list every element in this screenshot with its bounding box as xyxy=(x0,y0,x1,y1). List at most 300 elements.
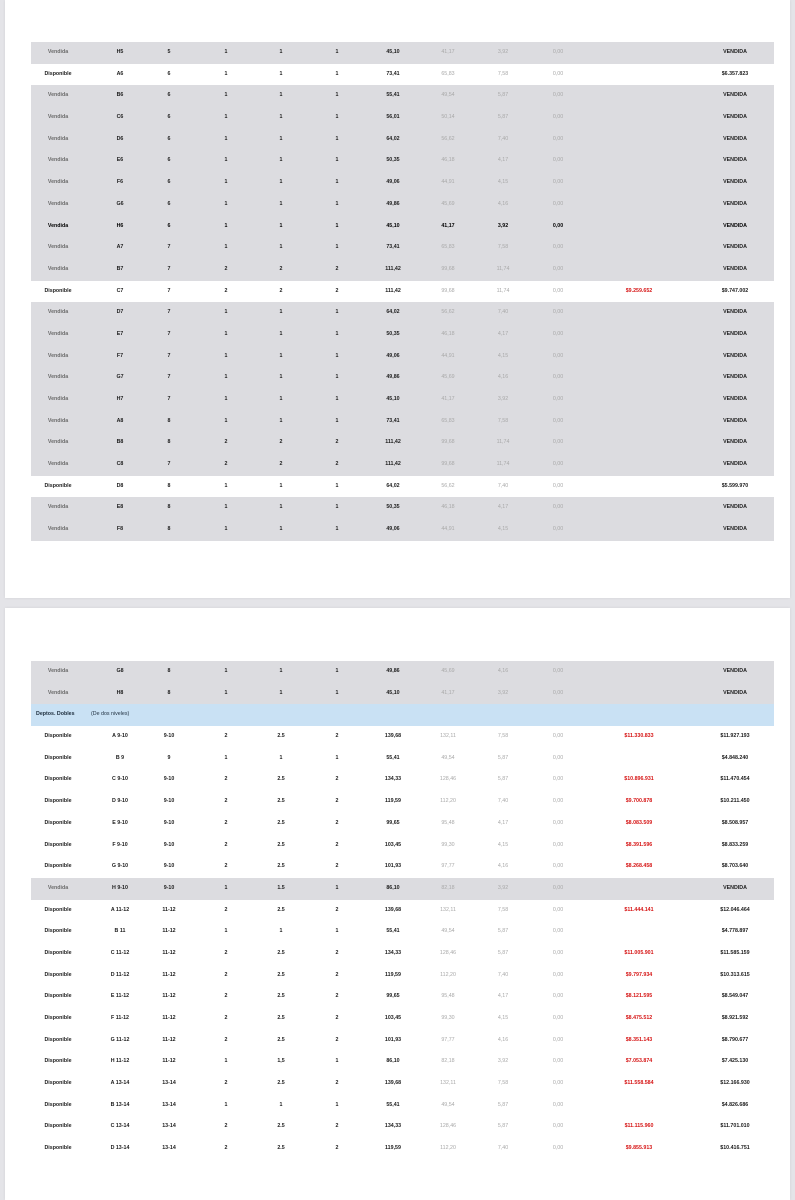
cell-unit: G8 xyxy=(116,668,124,674)
cell-parking: 1 xyxy=(335,754,339,761)
cell-bedrooms: 1 xyxy=(224,754,228,761)
cell-bedrooms: 2 xyxy=(224,971,228,978)
cell-parking: 2 xyxy=(335,776,339,783)
cell-parking: 1 xyxy=(335,417,339,424)
cell-unit: F6 xyxy=(116,179,124,186)
cell-floor: 11-12 xyxy=(162,949,176,956)
cell-interior-area: 132,11 xyxy=(440,1080,456,1087)
cell-bedrooms: 1 xyxy=(224,222,228,229)
cell-floor: 6 xyxy=(167,135,171,142)
cell-other-area: 0,00 xyxy=(552,439,564,446)
cell-total-area: 73,41 xyxy=(386,70,400,77)
section-title: Deptos. Dobles xyxy=(36,711,75,718)
cell-terrace-area: 5,87 xyxy=(497,114,509,121)
cell-unit: H7 xyxy=(116,396,124,402)
cell-promo-price: $8.121.595 xyxy=(625,993,653,1000)
cell-bathrooms: 1 xyxy=(279,1101,283,1108)
cell-unit: C 13-14 xyxy=(110,1123,130,1130)
cell-status: Disponible xyxy=(44,482,72,489)
cell-bathrooms: 1 xyxy=(279,526,283,533)
cell-unit: E 11-12 xyxy=(110,993,130,1000)
table-row xyxy=(31,519,774,541)
cell-list-price: $6.357.823 xyxy=(721,70,749,77)
cell-list-price: $11.470.454 xyxy=(720,776,750,783)
cell-terrace-area: 5,87 xyxy=(497,776,509,783)
cell-other-area: 0,00 xyxy=(552,1036,564,1043)
cell-parking: 1 xyxy=(335,92,339,99)
cell-bedrooms: 1 xyxy=(224,374,228,381)
cell-total-area: 45,10 xyxy=(386,49,400,55)
cell-bedrooms: 1 xyxy=(224,1101,228,1108)
cell-terrace-area: 5,87 xyxy=(497,1101,509,1108)
cell-list-price: $7.425.130 xyxy=(721,1058,749,1065)
cell-status: Disponible xyxy=(44,754,72,761)
cell-total-area: 49,06 xyxy=(386,526,400,533)
cell-interior-area: 45,69 xyxy=(441,668,455,674)
cell-other-area: 0,00 xyxy=(552,971,564,978)
cell-interior-area: 82,18 xyxy=(441,884,455,891)
units-table-top xyxy=(31,661,774,704)
cell-floor: 5 xyxy=(167,49,171,55)
cell-parking: 1 xyxy=(335,526,339,533)
cell-terrace-area: 4,16 xyxy=(497,668,509,674)
cell-interior-area: 99,68 xyxy=(441,461,455,468)
cell-terrace-area: 4,17 xyxy=(497,819,509,826)
cell-promo-price: $7.053.874 xyxy=(625,1058,653,1065)
cell-parking: 2 xyxy=(335,841,339,848)
cell-other-area: 0,00 xyxy=(552,222,564,229)
cell-interior-area: 41,17 xyxy=(441,49,455,55)
table-row xyxy=(31,683,774,705)
cell-parking: 1 xyxy=(335,200,339,207)
cell-parking: 2 xyxy=(335,733,339,740)
cell-bathrooms: 1 xyxy=(279,49,283,55)
cell-bedrooms: 1 xyxy=(224,504,228,511)
table-row xyxy=(31,346,774,368)
cell-other-area: 0,00 xyxy=(552,70,564,77)
cell-other-area: 0,00 xyxy=(552,157,564,164)
cell-total-area: 101,93 xyxy=(384,863,402,870)
cell-parking: 1 xyxy=(335,482,339,489)
cell-parking: 1 xyxy=(335,157,339,164)
cell-other-area: 0,00 xyxy=(552,49,564,55)
table-row xyxy=(31,1008,774,1030)
cell-bedrooms: 1 xyxy=(224,200,228,207)
cell-unit: H6 xyxy=(116,222,124,229)
cell-terrace-area: 11,74 xyxy=(496,439,510,446)
cell-total-area: 64,02 xyxy=(386,309,400,316)
cell-status: Disponible xyxy=(44,70,72,77)
cell-status: Disponible xyxy=(44,798,72,805)
cell-bathrooms: 2.5 xyxy=(277,949,285,956)
cell-bedrooms: 1 xyxy=(224,49,228,55)
cell-list-price: VENDIDA xyxy=(723,265,747,272)
cell-parking: 1 xyxy=(335,49,339,55)
cell-interior-area: 97,77 xyxy=(441,863,455,870)
cell-list-price: VENDIDA xyxy=(723,179,747,186)
cell-parking: 1 xyxy=(335,330,339,337)
cell-parking: 1 xyxy=(335,928,339,935)
cell-unit: H 11-12 xyxy=(110,1058,130,1065)
cell-parking: 2 xyxy=(335,993,339,1000)
cell-interior-area: 45,69 xyxy=(441,200,455,207)
cell-bathrooms: 2.5 xyxy=(277,993,285,1000)
cell-parking: 1 xyxy=(335,244,339,251)
cell-list-price: VENDIDA xyxy=(723,135,747,142)
cell-total-area: 139,68 xyxy=(384,733,402,740)
cell-total-area: 139,68 xyxy=(384,1080,402,1087)
cell-bathrooms: 1 xyxy=(279,309,283,316)
cell-other-area: 0,00 xyxy=(552,374,564,381)
cell-total-area: 111,42 xyxy=(385,439,401,446)
cell-bedrooms: 1 xyxy=(224,689,228,696)
cell-terrace-area: 5,87 xyxy=(497,949,509,956)
cell-terrace-area: 4,17 xyxy=(497,157,509,164)
cell-bathrooms: 1 xyxy=(279,330,283,337)
units-table-duplex xyxy=(31,726,774,1160)
cell-total-area: 101,93 xyxy=(384,1036,402,1043)
cell-bathrooms: 1 xyxy=(279,114,283,121)
cell-unit: H5 xyxy=(116,49,124,55)
cell-terrace-area: 7,58 xyxy=(497,417,509,424)
cell-status: Vendida xyxy=(47,439,69,446)
cell-terrace-area: 7,40 xyxy=(497,971,509,978)
cell-list-price: VENDIDA xyxy=(723,49,747,55)
cell-other-area: 0,00 xyxy=(552,482,564,489)
cell-unit: B7 xyxy=(116,265,124,272)
cell-status: Vendida xyxy=(47,244,69,251)
cell-status: Disponible xyxy=(44,993,72,1000)
cell-terrace-area: 3,92 xyxy=(497,222,509,229)
cell-terrace-area: 4,16 xyxy=(497,863,509,870)
cell-terrace-area: 4,17 xyxy=(497,504,509,511)
cell-status: Disponible xyxy=(44,776,72,783)
table-row xyxy=(31,42,774,64)
cell-interior-area: 46,18 xyxy=(441,504,455,511)
cell-bedrooms: 1 xyxy=(224,114,228,121)
cell-status: Disponible xyxy=(44,928,72,935)
cell-floor: 8 xyxy=(167,668,171,674)
cell-bedrooms: 2 xyxy=(224,798,228,805)
table-row xyxy=(31,194,774,216)
cell-other-area: 0,00 xyxy=(552,776,564,783)
cell-bedrooms: 2 xyxy=(224,265,228,272)
cell-bathrooms: 2.5 xyxy=(277,1123,285,1130)
cell-unit: D7 xyxy=(116,309,124,316)
cell-parking: 1 xyxy=(335,504,339,511)
cell-status: Vendida xyxy=(47,265,69,272)
table-row xyxy=(31,302,774,324)
cell-status: Vendida xyxy=(47,135,69,142)
cell-parking: 1 xyxy=(335,70,339,77)
table-row xyxy=(31,813,774,835)
cell-unit: B 13-14 xyxy=(110,1101,130,1108)
cell-parking: 2 xyxy=(335,1145,339,1152)
cell-floor: 8 xyxy=(167,482,171,489)
cell-list-price: VENDIDA xyxy=(723,330,747,337)
cell-parking: 2 xyxy=(335,819,339,826)
cell-floor: 13-14 xyxy=(162,1101,176,1108)
cell-total-area: 50,35 xyxy=(386,157,400,164)
cell-bedrooms: 1 xyxy=(224,1058,228,1065)
cell-terrace-area: 7,58 xyxy=(497,906,509,913)
cell-terrace-area: 7,58 xyxy=(497,244,509,251)
cell-total-area: 45,10 xyxy=(386,396,400,402)
cell-interior-area: 95,48 xyxy=(441,819,455,826)
cell-floor: 11-12 xyxy=(162,1015,176,1021)
cell-list-price: VENDIDA xyxy=(723,309,747,316)
cell-bathrooms: 2.5 xyxy=(277,819,285,826)
cell-bedrooms: 1 xyxy=(224,526,228,533)
table-row xyxy=(31,1051,774,1073)
table-row xyxy=(31,900,774,922)
cell-list-price: $8.549.047 xyxy=(721,993,749,1000)
cell-parking: 2 xyxy=(335,971,339,978)
cell-promo-price: $8.475.512 xyxy=(625,1015,653,1021)
cell-parking: 2 xyxy=(335,906,339,913)
cell-status: Disponible xyxy=(44,733,72,740)
cell-floor: 6 xyxy=(167,200,171,207)
cell-parking: 1 xyxy=(335,668,339,674)
cell-promo-price: $8.083.509 xyxy=(625,819,653,826)
cell-other-area: 0,00 xyxy=(552,330,564,337)
table-row xyxy=(31,129,774,151)
cell-total-area: 49,86 xyxy=(386,668,400,674)
cell-parking: 1 xyxy=(335,1101,339,1108)
cell-unit: D 11-12 xyxy=(110,971,130,978)
table-row xyxy=(31,497,774,519)
cell-other-area: 0,00 xyxy=(552,1058,564,1065)
cell-other-area: 0,00 xyxy=(552,819,564,826)
cell-total-area: 49,86 xyxy=(386,200,400,207)
cell-list-price: VENDIDA xyxy=(723,92,747,99)
cell-interior-area: 49,54 xyxy=(441,928,455,935)
cell-floor: 7 xyxy=(167,309,171,316)
cell-status: Disponible xyxy=(44,906,72,913)
section-header-duplex xyxy=(31,704,774,726)
cell-interior-area: 41,17 xyxy=(441,396,455,402)
cell-list-price: VENDIDA xyxy=(723,417,747,424)
cell-interior-area: 56,62 xyxy=(441,135,455,142)
cell-interior-area: 44,91 xyxy=(441,179,455,186)
cell-status: Disponible xyxy=(44,1015,72,1021)
cell-total-area: 103,45 xyxy=(384,841,402,848)
cell-bedrooms: 1 xyxy=(224,70,228,77)
cell-status: Disponible xyxy=(44,949,72,956)
cell-parking: 2 xyxy=(335,1015,339,1021)
cell-bedrooms: 2 xyxy=(224,841,228,848)
cell-terrace-area: 5,87 xyxy=(497,754,509,761)
cell-other-area: 0,00 xyxy=(552,1015,564,1021)
cell-bathrooms: 1,5 xyxy=(277,1058,285,1065)
table-row xyxy=(31,259,774,281)
cell-total-area: 99,65 xyxy=(386,819,400,826)
cell-interior-area: 99,68 xyxy=(441,265,455,272)
cell-terrace-area: 7,58 xyxy=(497,1080,509,1087)
cell-total-area: 73,41 xyxy=(386,417,400,424)
cell-bathrooms: 2 xyxy=(279,265,283,272)
cell-bathrooms: 1 xyxy=(279,200,283,207)
cell-list-price: $12.046.464 xyxy=(720,906,750,913)
cell-parking: 2 xyxy=(335,461,339,468)
cell-unit: E6 xyxy=(116,157,124,164)
cell-bedrooms: 2 xyxy=(224,1145,228,1152)
cell-total-area: 64,02 xyxy=(386,482,400,489)
cell-unit: D6 xyxy=(116,135,124,142)
table-row xyxy=(31,432,774,454)
cell-floor: 11-12 xyxy=(162,993,176,1000)
cell-total-area: 56,01 xyxy=(386,114,400,121)
cell-parking: 2 xyxy=(335,439,339,446)
cell-list-price: $8.508.957 xyxy=(721,819,749,826)
cell-unit: G 9-10 xyxy=(111,863,129,870)
cell-unit: A 11-12 xyxy=(110,906,130,913)
cell-floor: 7 xyxy=(167,374,171,381)
cell-interior-area: 44,91 xyxy=(441,352,455,359)
cell-unit: B6 xyxy=(116,92,124,99)
cell-total-area: 55,41 xyxy=(386,754,400,761)
cell-unit: D 9-10 xyxy=(112,798,128,805)
cell-status: Vendida xyxy=(47,504,69,511)
cell-terrace-area: 3,92 xyxy=(497,689,509,696)
cell-bathrooms: 1 xyxy=(279,374,283,381)
cell-unit: C6 xyxy=(116,114,124,121)
cell-other-area: 0,00 xyxy=(552,504,564,511)
cell-total-area: 134,33 xyxy=(384,949,402,956)
cell-total-area: 119,59 xyxy=(385,798,401,805)
cell-floor: 7 xyxy=(167,244,171,251)
cell-unit: H8 xyxy=(116,689,124,696)
cell-other-area: 0,00 xyxy=(552,928,564,935)
cell-interior-area: 56,62 xyxy=(441,309,455,316)
cell-total-area: 55,41 xyxy=(386,1101,400,1108)
cell-bedrooms: 2 xyxy=(224,906,228,913)
table-row xyxy=(31,791,774,813)
cell-bedrooms: 1 xyxy=(224,928,228,935)
cell-bathrooms: 1 xyxy=(279,396,283,402)
cell-list-price: VENDIDA xyxy=(723,200,747,207)
cell-bedrooms: 2 xyxy=(224,863,228,870)
cell-unit: G6 xyxy=(116,200,124,207)
cell-terrace-area: 4,15 xyxy=(497,526,509,533)
cell-other-area: 0,00 xyxy=(552,863,564,870)
table-row xyxy=(31,324,774,346)
cell-floor: 8 xyxy=(167,504,171,511)
cell-total-area: 134,33 xyxy=(384,1123,402,1130)
cell-status: Vendida xyxy=(47,222,69,229)
table-row xyxy=(31,1095,774,1117)
cell-terrace-area: 4,17 xyxy=(497,993,509,1000)
cell-terrace-area: 11,74 xyxy=(496,265,510,272)
cell-terrace-area: 5,87 xyxy=(497,1123,509,1130)
cell-other-area: 0,00 xyxy=(552,1145,564,1152)
cell-floor: 7 xyxy=(167,265,171,272)
cell-total-area: 119,59 xyxy=(385,1145,401,1152)
cell-promo-price: $8.351.143 xyxy=(625,1036,653,1043)
cell-bedrooms: 2 xyxy=(224,287,228,294)
cell-interior-area: 99,68 xyxy=(441,439,455,446)
cell-total-area: 103,45 xyxy=(384,1015,402,1021)
cell-list-price: VENDIDA xyxy=(723,352,747,359)
cell-list-price: $11.927.193 xyxy=(720,733,750,740)
cell-parking: 1 xyxy=(335,114,339,121)
cell-status: Vendida xyxy=(47,417,69,424)
cell-other-area: 0,00 xyxy=(552,352,564,359)
cell-other-area: 0,00 xyxy=(552,798,564,805)
cell-bathrooms: 2.5 xyxy=(277,798,285,805)
cell-terrace-area: 11,74 xyxy=(496,461,510,468)
cell-bedrooms: 1 xyxy=(224,352,228,359)
cell-unit: F 9-10 xyxy=(112,841,128,848)
table-row xyxy=(31,878,774,900)
cell-bedrooms: 2 xyxy=(224,461,228,468)
cell-bathrooms: 2.5 xyxy=(277,776,285,783)
cell-other-area: 0,00 xyxy=(552,733,564,740)
cell-bathrooms: 1 xyxy=(279,157,283,164)
cell-unit: F8 xyxy=(116,526,124,533)
cell-floor: 7 xyxy=(167,287,171,294)
cell-other-area: 0,00 xyxy=(552,179,564,186)
cell-bedrooms: 2 xyxy=(224,949,228,956)
cell-list-price: VENDIDA xyxy=(723,668,747,674)
cell-terrace-area: 4,16 xyxy=(497,1036,509,1043)
cell-terrace-area: 5,87 xyxy=(497,928,509,935)
cell-bathrooms: 2.5 xyxy=(277,841,285,848)
cell-bathrooms: 1 xyxy=(279,244,283,251)
cell-status: Vendida xyxy=(47,92,69,99)
cell-bedrooms: 1 xyxy=(224,668,228,674)
cell-promo-price: $9.259.652 xyxy=(625,287,653,294)
cell-list-price: VENDIDA xyxy=(723,439,747,446)
cell-floor: 7 xyxy=(167,330,171,337)
cell-list-price: VENDIDA xyxy=(723,689,747,696)
cell-floor: 11-12 xyxy=(162,971,176,978)
cell-total-area: 111,42 xyxy=(385,265,401,272)
cell-interior-area: 112,20 xyxy=(440,798,456,805)
units-table-page-1 xyxy=(31,42,774,541)
cell-interior-area: 112,20 xyxy=(440,1145,456,1152)
cell-total-area: 119,59 xyxy=(385,971,401,978)
table-row xyxy=(31,1116,774,1138)
cell-status: Disponible xyxy=(44,1058,72,1065)
cell-interior-area: 97,77 xyxy=(441,1036,455,1043)
cell-parking: 2 xyxy=(335,798,339,805)
cell-parking: 1 xyxy=(335,1058,339,1065)
table-row xyxy=(31,367,774,389)
table-row xyxy=(31,943,774,965)
cell-total-area: 45,10 xyxy=(386,222,400,229)
cell-terrace-area: 4,15 xyxy=(497,1015,509,1021)
cell-status: Vendida xyxy=(47,200,69,207)
cell-promo-price: $11.444.141 xyxy=(624,906,654,913)
cell-status: Vendida xyxy=(47,49,69,55)
cell-unit: C 11-12 xyxy=(110,949,130,956)
cell-status: Vendida xyxy=(47,689,69,696)
cell-parking: 1 xyxy=(335,222,339,229)
cell-bathrooms: 2.5 xyxy=(277,1080,285,1087)
cell-other-area: 0,00 xyxy=(552,754,564,761)
cell-floor: 8 xyxy=(167,439,171,446)
cell-unit: B8 xyxy=(116,439,124,446)
table-row xyxy=(31,661,774,683)
cell-total-area: 55,41 xyxy=(386,92,400,99)
cell-bathrooms: 1 xyxy=(279,70,283,77)
cell-status: Vendida xyxy=(47,374,69,381)
cell-terrace-area: 11,74 xyxy=(496,287,510,294)
cell-list-price: $8.703.640 xyxy=(721,863,749,870)
cell-other-area: 0,00 xyxy=(552,92,564,99)
cell-list-price: VENDIDA xyxy=(723,461,747,468)
